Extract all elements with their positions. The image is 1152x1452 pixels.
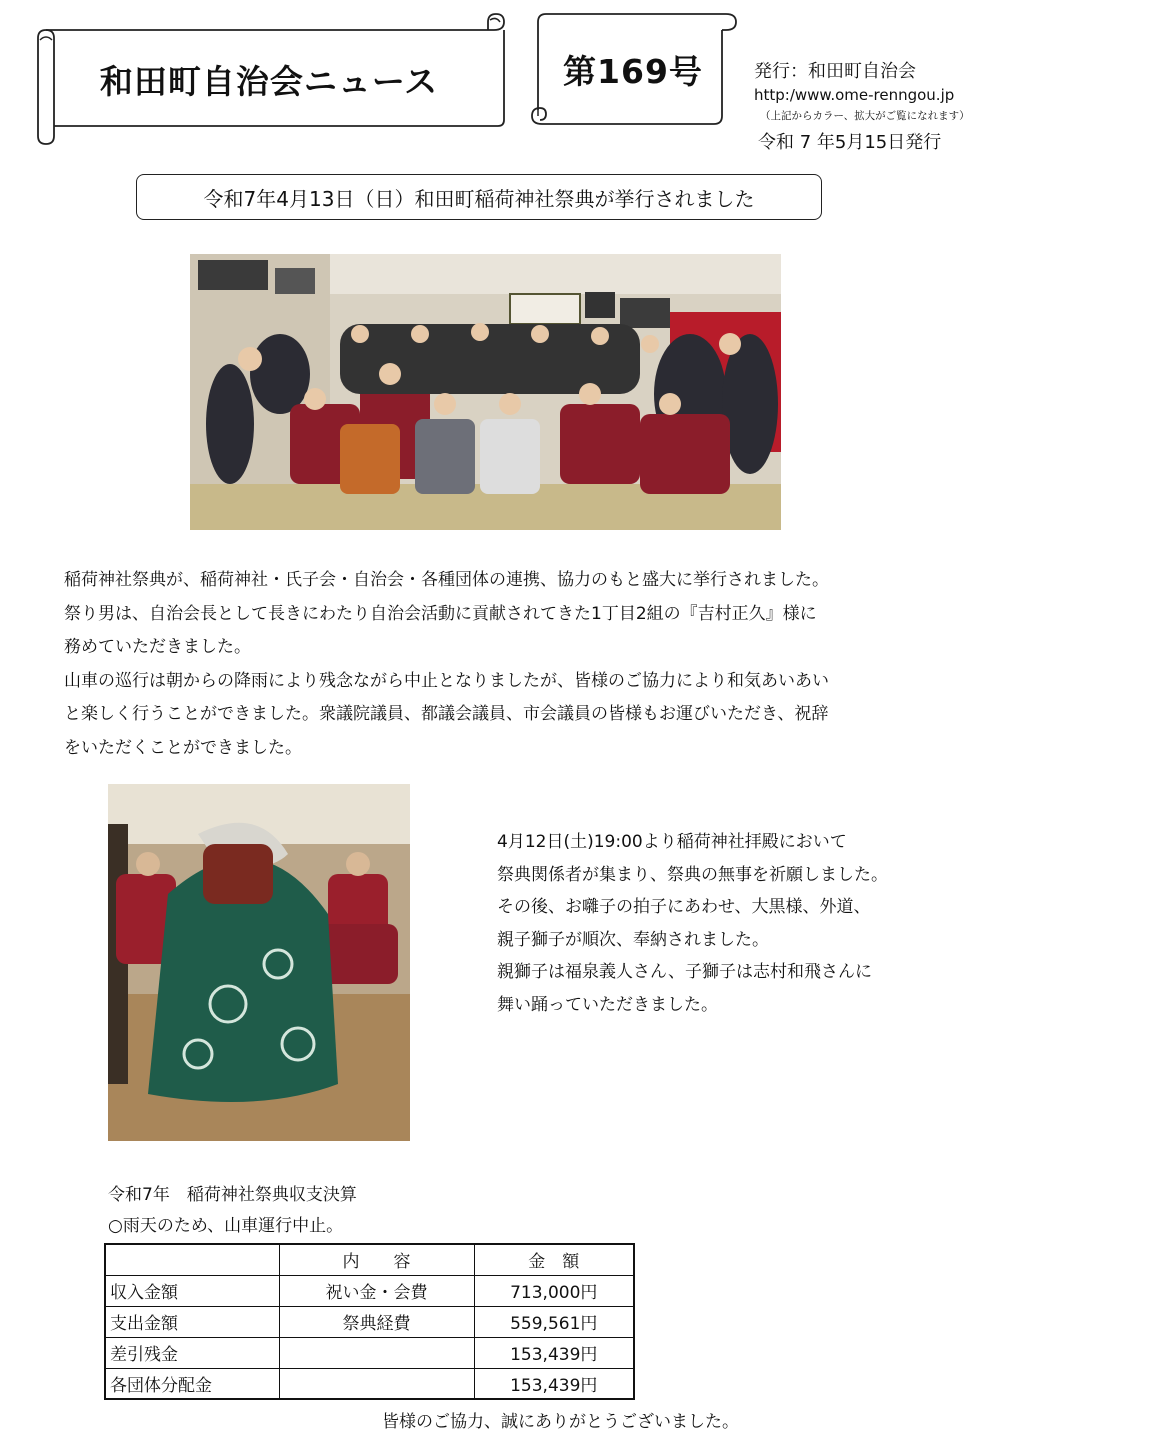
newsletter-title: 和田町自治会ニュース	[99, 61, 439, 101]
table-cell: 559,561円	[474, 1306, 634, 1337]
group-photo	[190, 254, 781, 530]
side-line: 4月12日(土)19:00より稲荷神社拝殿において	[497, 832, 847, 852]
issue-date: 令和 7 年5月15日発行	[758, 132, 942, 153]
url-note: （上記からカラー、拡大がご覧になれます）	[760, 110, 970, 122]
lion-dance-photo	[108, 784, 410, 1141]
side-line: 舞い踊っていただきました。	[497, 994, 718, 1015]
closing-thanks: 皆様のご協力、誠にありがとうございました。	[382, 1412, 739, 1432]
header-cell: 金 額	[474, 1244, 634, 1275]
intro-paragraph	[64, 564, 964, 765]
table-cell: 祝い金・会費	[279, 1275, 474, 1306]
accounts-table	[104, 1243, 635, 1400]
website-url[interactable]: http:/www.ome-renngou.jp	[754, 86, 955, 104]
table-cell: 収入金額	[105, 1275, 279, 1306]
publisher: 発行：和田町自治会	[754, 61, 916, 82]
headline	[136, 174, 822, 220]
table-row	[105, 1306, 634, 1337]
intro-line: と楽しく行うことができました。衆議院議員、都議会議員、市会議員の皆様もお運びいただき、祝辞	[64, 704, 829, 724]
intro-line: をいただくことができました。	[64, 737, 302, 758]
table-row	[105, 1368, 634, 1399]
table-header-row	[105, 1244, 634, 1275]
table-cell	[279, 1337, 474, 1368]
table-cell: 祭典経費	[279, 1306, 474, 1337]
intro-line: 務めていただきました。	[64, 637, 251, 657]
table-cell: 713,000円	[474, 1275, 634, 1306]
table-cell	[279, 1368, 474, 1399]
intro-line: 稲荷神社祭典が、稲荷神社・氏子会・自治会・各種団体の連携、協力のもと盛大に挙行されました。	[64, 570, 829, 590]
side-line: 祭典関係者が集まり、祭典の無事を祈願しました。	[497, 864, 888, 885]
intro-line: 祭り男は、自治会長として長きにわたり自治会活動に貢献されてきた1丁目2組の『吉村正久』様に	[64, 603, 817, 624]
side-line: その後、お囃子の拍子にあわせ、大黒様、外道、	[497, 897, 871, 917]
accounts-title: 令和7年 稲荷神社祭典収支決算	[108, 1185, 357, 1205]
table-cell: 153,439円	[474, 1368, 634, 1399]
table-row	[105, 1337, 634, 1368]
header-cell	[105, 1244, 279, 1275]
table-cell: 差引残金	[105, 1337, 279, 1368]
table-cell: 各団体分配金	[105, 1368, 279, 1399]
issue-number: 第169号	[563, 51, 703, 91]
intro-line: 山車の巡行は朝からの降雨により残念ながら中止となりましたが、皆様のご協力により和気あいあい	[64, 670, 829, 691]
lion-dance-photo-graphic	[108, 784, 410, 1141]
side-paragraph	[497, 826, 997, 1021]
table-cell: 153,439円	[474, 1337, 634, 1368]
table-row	[105, 1275, 634, 1306]
title-banner	[28, 8, 510, 146]
group-photo-graphic	[190, 254, 781, 530]
header-cell: 内 容	[279, 1244, 474, 1275]
headline-text: 令和7年4月13日（日）和田町稲荷神社祭典が挙行されました	[203, 186, 755, 211]
side-line: 親子獅子が順次、奉納されました。	[497, 929, 769, 950]
table-cell: 支出金額	[105, 1306, 279, 1337]
issue-banner	[526, 10, 740, 128]
accounts-note: ○雨天のため、山車運行中止。	[108, 1216, 344, 1236]
side-line: 親獅子は福泉義人さん、子獅子は志村和飛さんに	[497, 962, 873, 982]
